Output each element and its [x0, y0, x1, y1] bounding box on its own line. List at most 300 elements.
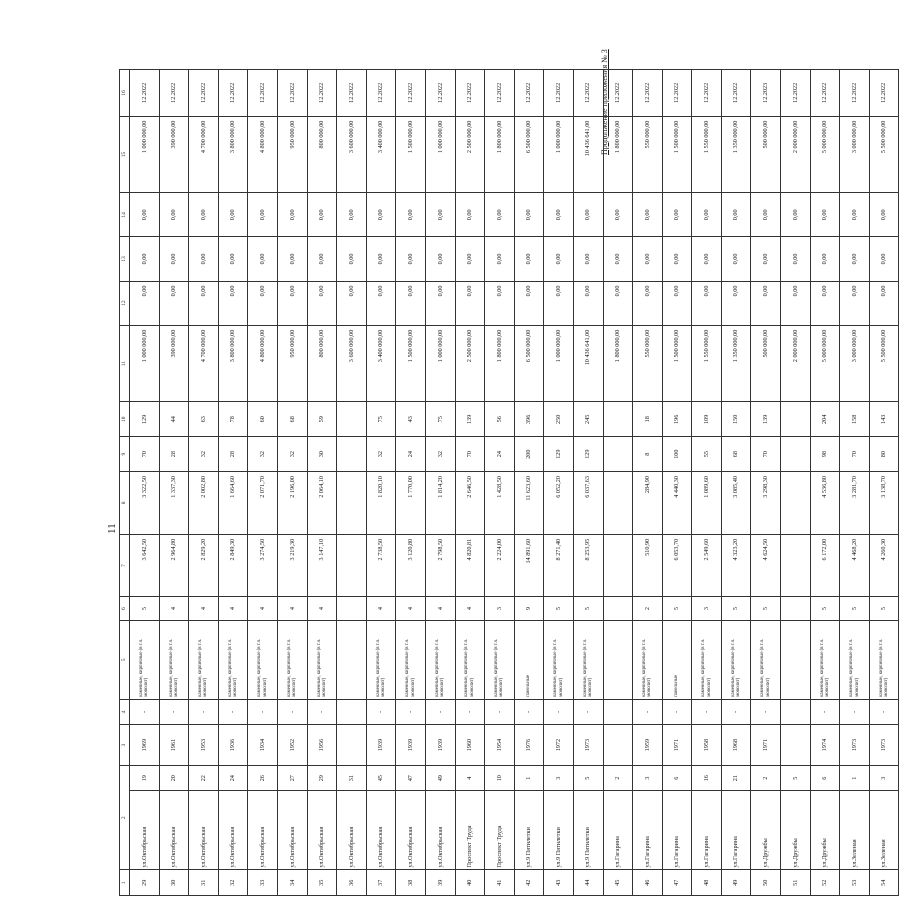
table-cell-c11: 6 500 000,00	[514, 325, 544, 402]
column-number: 14	[120, 193, 130, 237]
table-cell-c6: 4	[277, 597, 307, 620]
table-cell-c11: 3 000 000,00	[840, 325, 870, 402]
table-cell-c4: -	[544, 699, 574, 725]
table-cell-c7: 2 738,50	[366, 534, 396, 597]
table-cell-c11: 3 800 000,00	[218, 325, 248, 402]
table-row	[810, 70, 840, 896]
table-cell-c1: 32	[218, 870, 248, 896]
table-cell-c4	[337, 699, 367, 725]
table-cell-c9: 24	[485, 437, 515, 472]
table-cell-c1: 49	[721, 870, 751, 896]
table-cell-c5	[781, 620, 811, 699]
table-cell-c8: 6 052,20	[544, 472, 574, 535]
table-cell-c6: 4	[455, 597, 485, 620]
table-cell-c3: 1974	[810, 725, 840, 766]
table-cell-c9: 32	[425, 437, 455, 472]
table-cell-c9: 28	[159, 437, 189, 472]
table-row	[751, 70, 781, 896]
table-cell-c16: 12.2022	[425, 70, 455, 117]
table-cell-c12: 0,00	[307, 281, 337, 325]
table-cell-c4: -	[662, 699, 692, 725]
table-cell-c10: 63	[189, 402, 219, 437]
table-cell-c14: 0,00	[573, 193, 603, 237]
table-cell-c13: 0,00	[455, 237, 485, 281]
table-cell-c16: 12.2022	[396, 70, 426, 117]
table-cell-c4: -	[455, 699, 485, 725]
table-cell-c16: 12.2022	[514, 70, 544, 117]
table-cell-c7: 6 172,00	[810, 534, 840, 597]
table-row	[130, 70, 160, 896]
table-cell-c3: 1973	[840, 725, 870, 766]
table-cell-c1: 30	[159, 870, 189, 896]
table-cell-c5: каменные, кирпичные (в т.ч. монолит)	[159, 620, 189, 699]
table-cell-c13: 0,00	[514, 237, 544, 281]
table-cell-c6: 4	[159, 597, 189, 620]
table-cell-c13: 0,00	[189, 237, 219, 281]
table-cell-c12: 0,00	[603, 281, 633, 325]
table-row	[189, 70, 219, 896]
table-cell-c2b: 26	[248, 765, 278, 791]
table-cell-c13: 0,00	[218, 237, 248, 281]
table-cell-c5	[603, 620, 633, 699]
table-cell-c16: 12.2022	[810, 70, 840, 117]
table-cell-c4: -	[425, 699, 455, 725]
table-cell-c16: 12.2022	[544, 70, 574, 117]
table-cell-c14: 0,00	[869, 193, 899, 237]
table-cell-c14: 0,00	[130, 193, 160, 237]
table-cell-c4: -	[277, 699, 307, 725]
table-cell-c6: 5	[573, 597, 603, 620]
table-cell-c11: 5 500 000,00	[869, 325, 899, 402]
table-cell-c15: 5 500 000,00	[869, 116, 899, 193]
table-cell-c7: 14 891,60	[514, 534, 544, 597]
table-cell-c3: 1961	[159, 725, 189, 766]
table-cell-c9: 70	[130, 437, 160, 472]
table-row	[869, 70, 899, 896]
column-number: 4	[120, 699, 130, 725]
table-cell-c10	[337, 402, 367, 437]
table-cell-c6	[337, 597, 367, 620]
table-cell-c4: -	[810, 699, 840, 725]
table-cell-c7: 2 798,50	[425, 534, 455, 597]
table-cell-c3: 1954	[485, 725, 515, 766]
table-cell-c10: 75	[366, 402, 396, 437]
table-cell-c5: каменные, кирпичные (в т.ч. монолит)	[366, 620, 396, 699]
table-cell-c13: 0,00	[248, 237, 278, 281]
table-cell-c13: 0,00	[544, 237, 574, 281]
table-cell-c10: 78	[218, 402, 248, 437]
table-cell-c15: 950 000,00	[277, 116, 307, 193]
table-cell-c2b: 2	[603, 765, 633, 791]
table-cell-c4: -	[840, 699, 870, 725]
table-cell-c5: каменные, кирпичные (в т.ч. монолит)	[633, 620, 663, 699]
column-number: 13	[120, 237, 130, 281]
table-cell-c4: -	[218, 699, 248, 725]
table-cell-c2b: 31	[337, 765, 367, 791]
table-cell-c8	[781, 472, 811, 535]
table-cell-c2b: 19	[130, 765, 160, 791]
table-cell-c7: 4 260,30	[869, 534, 899, 597]
table-cell-c7: 4 323,20	[721, 534, 751, 597]
table-cell-c2: Проспект Труда	[485, 791, 515, 870]
table-cell-c4: -	[633, 699, 663, 725]
table-cell-c16: 12.2022	[633, 70, 663, 117]
table-cell-c10: 139	[751, 402, 781, 437]
table-cell-c6: 4	[248, 597, 278, 620]
table-cell-c2: ул.Октябрьская	[159, 791, 189, 870]
table-cell-c11: 5 000 000,00	[810, 325, 840, 402]
table-cell-c4: -	[396, 699, 426, 725]
table-cell-c8: 1 337,30	[159, 472, 189, 535]
table-cell-c9	[603, 437, 633, 472]
table-cell-c2b: 21	[721, 765, 751, 791]
table-cell-c16: 12.2022	[218, 70, 248, 117]
table-cell-c3: 1973	[869, 725, 899, 766]
table-cell-c1: 44	[573, 870, 603, 896]
table-cell-c15: 1 500 000,00	[662, 116, 692, 193]
table-cell-c5: каменные, кирпичные (в т.ч. монолит)	[130, 620, 160, 699]
table-cell-c7: 4 468,20	[840, 534, 870, 597]
table-row	[455, 70, 485, 896]
table-cell-c7: 8 253,95	[573, 534, 603, 597]
table-cell-c2: ул.Гагарина	[662, 791, 692, 870]
table-cell-c1: 38	[396, 870, 426, 896]
table-cell-c1: 39	[425, 870, 455, 896]
table-row	[721, 70, 751, 896]
table-cell-c7: 4 624,50	[751, 534, 781, 597]
table-cell-c9: 24	[396, 437, 426, 472]
table-cell-c13: 0,00	[721, 237, 751, 281]
table-cell-c5: панельные	[514, 620, 544, 699]
table-cell-c16: 12.2022	[662, 70, 692, 117]
table-cell-c1: 53	[840, 870, 870, 896]
table-cell-c7: 4 820,81	[455, 534, 485, 597]
table-cell-c16: 12.2022	[840, 70, 870, 117]
table-cell-c2: Проспект Труда	[455, 791, 485, 870]
table-cell-c3: 1953	[189, 725, 219, 766]
table-cell-c4	[603, 699, 633, 725]
table-cell-c7: 6 053,70	[662, 534, 692, 597]
table-cell-c15: 2 000 000,00	[781, 116, 811, 193]
table-cell-c3: 1971	[662, 725, 692, 766]
table-cell-c13: 0,00	[130, 237, 160, 281]
table-cell-c11: 1 000 000,00	[544, 325, 574, 402]
table-cell-c14: 0,00	[337, 193, 367, 237]
table-cell-c16: 12.2022	[277, 70, 307, 117]
table-cell-c3: 1973	[573, 725, 603, 766]
table-cell-c7: 2 829,20	[189, 534, 219, 597]
table-cell-c3: 1959	[633, 725, 663, 766]
table-cell-c4: -	[721, 699, 751, 725]
table-cell-c13: 0,00	[485, 237, 515, 281]
table-cell-c2: ул.Октябрьская	[130, 791, 160, 870]
table-cell-c1: 50	[751, 870, 781, 896]
table-cell-c3: 1972	[544, 725, 574, 766]
table-cell-c2: ул.Октябрьская	[248, 791, 278, 870]
table-cell-c2: ул.Гагарина	[692, 791, 722, 870]
table-cell-c2: ул.Дружбы	[781, 791, 811, 870]
table-cell-c4: -	[751, 699, 781, 725]
table-cell-c5: каменные, кирпичные (в т.ч. монолит)	[544, 620, 574, 699]
table-cell-c5: каменные, кирпичные (в т.ч. монолит)	[485, 620, 515, 699]
table-cell-c2: ул.Зеленая	[869, 791, 899, 870]
table-cell-c3: 1939	[425, 725, 455, 766]
table-cell-c2b: 47	[396, 765, 426, 791]
table-row	[633, 70, 663, 896]
table-cell-c2b: 5	[573, 765, 603, 791]
column-number: 12	[120, 281, 130, 325]
table-cell-c12: 0,00	[337, 281, 367, 325]
table-cell-c13: 0,00	[366, 237, 396, 281]
table-cell-c14: 0,00	[425, 193, 455, 237]
table-cell-c1: 36	[337, 870, 367, 896]
table-cell-c12: 0,00	[485, 281, 515, 325]
table-cell-c4: -	[869, 699, 899, 725]
table-cell-c3: 1936	[218, 725, 248, 766]
table-cell-c5: каменные, кирпичные (в т.ч. монолит)	[869, 620, 899, 699]
table-cell-c6: 5	[840, 597, 870, 620]
table-cell-c3: 1958	[692, 725, 722, 766]
table-cell-c6: 5	[721, 597, 751, 620]
table-cell-c8: 2 071,70	[248, 472, 278, 535]
table-cell-c10: 109	[692, 402, 722, 437]
table-cell-c8: 1 664,60	[218, 472, 248, 535]
table-cell-c3: 1939	[366, 725, 396, 766]
table-cell-c15: 4 800 000,00	[248, 116, 278, 193]
column-number: 3	[120, 725, 130, 766]
table-cell-c14: 0,00	[840, 193, 870, 237]
table-cell-c13: 0,00	[781, 237, 811, 281]
table-cell-c8: 2 002,80	[189, 472, 219, 535]
table-cell-c7	[781, 534, 811, 597]
column-number: 15	[120, 116, 130, 193]
table-cell-c15: 2 500 000,00	[455, 116, 485, 193]
table-cell-c2b: 6	[810, 765, 840, 791]
table-cell-c3	[603, 725, 633, 766]
table-cell-c16: 12.2022	[130, 70, 160, 117]
table-cell-c14: 0,00	[692, 193, 722, 237]
table-row	[337, 70, 367, 896]
column-number: 1	[120, 870, 130, 896]
table-cell-c1: 45	[603, 870, 633, 896]
table-cell-c10: 143	[869, 402, 899, 437]
table-cell-c6: 5	[751, 597, 781, 620]
table-cell-c10: 59	[307, 402, 337, 437]
table-cell-c13: 0,00	[662, 237, 692, 281]
table-cell-c15: 800 000,00	[307, 116, 337, 193]
table-row	[662, 70, 692, 896]
table-cell-c15: 1 550 000,00	[692, 116, 722, 193]
table-cell-c6: 3	[485, 597, 515, 620]
table-cell-c6: 4	[396, 597, 426, 620]
table-cell-c14: 0,00	[603, 193, 633, 237]
table-cell-c9: 55	[692, 437, 722, 472]
table-cell-c5: каменные, кирпичные (в т.ч. монолит)	[396, 620, 426, 699]
table-cell-c13: 0,00	[633, 237, 663, 281]
table-row	[544, 70, 574, 896]
table-cell-c12: 0,00	[366, 281, 396, 325]
table-cell-c9: 70	[751, 437, 781, 472]
table-cell-c3: 1956	[307, 725, 337, 766]
table-cell-c6: 4	[307, 597, 337, 620]
column-number: 10	[120, 402, 130, 437]
table-row	[366, 70, 396, 896]
table-cell-c2: ул.Гагарина	[721, 791, 751, 870]
table-cell-c15: 1 350 000,00	[721, 116, 751, 193]
table-cell-c2b: 3	[869, 765, 899, 791]
table-cell-c3: 1968	[721, 725, 751, 766]
table-cell-c6: 4	[218, 597, 248, 620]
table-cell-c3: 1939	[396, 725, 426, 766]
table-cell-c2: ул.Гагарина	[603, 791, 633, 870]
table-cell-c4: -	[366, 699, 396, 725]
table-cell-c2: ул.9 Пятилетки	[514, 791, 544, 870]
table-cell-c1: 51	[781, 870, 811, 896]
table-body	[120, 70, 899, 896]
table-cell-c16: 12.2022	[692, 70, 722, 117]
table-cell-c13: 0,00	[692, 237, 722, 281]
table-cell-c12: 0,00	[840, 281, 870, 325]
table-cell-c2b: 49	[425, 765, 455, 791]
table-cell-c2: ул.Октябрьская	[218, 791, 248, 870]
table-cell-c14: 0,00	[751, 193, 781, 237]
table-cell-c2: ул.Дружбы	[810, 791, 840, 870]
table-cell-c13: 0,00	[159, 237, 189, 281]
table-row	[396, 70, 426, 896]
table-cell-c6: 3	[692, 597, 722, 620]
table-cell-c8	[337, 472, 367, 535]
table-cell-c5: каменные, кирпичные (в т.ч. монолит)	[573, 620, 603, 699]
column-number: 2	[120, 765, 130, 870]
table-cell-c12: 0,00	[455, 281, 485, 325]
column-number: 5	[120, 620, 130, 699]
table-cell-c10: 139	[455, 402, 485, 437]
table-cell-c6: 5	[544, 597, 574, 620]
table-cell-c12: 0,00	[869, 281, 899, 325]
table-cell-c11: 1 800 000,00	[603, 325, 633, 402]
table-cell-c11: 390 000,00	[159, 325, 189, 402]
table-cell-c6: 4	[366, 597, 396, 620]
table-cell-c2b: 27	[277, 765, 307, 791]
table-cell-c2: ул.9 Пятилетки	[573, 791, 603, 870]
table-cell-c5: каменные, кирпичные (в т.ч. монолит)	[248, 620, 278, 699]
table-cell-c5: каменные, кирпичные (в т.ч. монолит)	[425, 620, 455, 699]
table-cell-c15: 6 500 000,00	[514, 116, 544, 193]
table-cell-c3: 1971	[751, 725, 781, 766]
table-cell-c3: 1969	[130, 725, 160, 766]
table-cell-c7: 2 964,80	[159, 534, 189, 597]
table-cell-c3	[781, 725, 811, 766]
table-cell-c5: каменные, кирпичные (в т.ч. монолит)	[721, 620, 751, 699]
table-cell-c8: 11 623,60	[514, 472, 544, 535]
table-row	[248, 70, 278, 896]
column-number: 8	[120, 472, 130, 535]
table-cell-c13: 0,00	[810, 237, 840, 281]
table-cell-c8: 2 646,50	[455, 472, 485, 535]
table-cell-c11: 3 600 000,00	[337, 325, 367, 402]
table-cell-c7: 2 849,30	[218, 534, 248, 597]
table-cell-c2: ул.Октябрьская	[189, 791, 219, 870]
table-cell-c10: 150	[721, 402, 751, 437]
table-cell-c11: 3 400 000,00	[366, 325, 396, 402]
table-cell-c9: 98	[810, 437, 840, 472]
table-cell-c2b: 22	[189, 765, 219, 791]
table-cell-c1: 46	[633, 870, 663, 896]
table-cell-c14: 0,00	[159, 193, 189, 237]
table-cell-c2: ул.Гагарина	[633, 791, 663, 870]
table-cell-c14: 0,00	[307, 193, 337, 237]
table-cell-c11: 2 500 000,00	[455, 325, 485, 402]
table-cell-c14: 0,00	[544, 193, 574, 237]
table-cell-c10: 60	[248, 402, 278, 437]
table-cell-c11: 1 000 000,00	[425, 325, 455, 402]
table-cell-c16: 12.2022	[337, 70, 367, 117]
table-row	[307, 70, 337, 896]
table-cell-c9: 200	[514, 437, 544, 472]
table-cell-c5: каменные, кирпичные (в т.ч. монолит)	[277, 620, 307, 699]
table-cell-c3	[337, 725, 367, 766]
table-row	[159, 70, 189, 896]
column-number-row	[120, 70, 130, 896]
table-cell-c7: 3 274,50	[248, 534, 278, 597]
table-cell-c2: ул.Октябрьская	[277, 791, 307, 870]
table-cell-c13: 0,00	[869, 237, 899, 281]
table-cell-c6: 4	[425, 597, 455, 620]
table-row	[485, 70, 515, 896]
table-cell-c16: 12.2023	[751, 70, 781, 117]
table-cell-c9: 129	[573, 437, 603, 472]
document-sheet	[119, 69, 899, 896]
table-cell-c2: ул.Октябрьская	[396, 791, 426, 870]
table-cell-c4: -	[514, 699, 544, 725]
table-cell-c15: 1 500 000,00	[396, 116, 426, 193]
table-cell-c13: 0,00	[751, 237, 781, 281]
table-row	[514, 70, 544, 896]
table-cell-c3: 1934	[248, 725, 278, 766]
column-number: 6	[120, 597, 130, 620]
table-cell-c13: 0,00	[603, 237, 633, 281]
table-cell-c10: 204	[810, 402, 840, 437]
table-cell-c13: 0,00	[840, 237, 870, 281]
table-cell-c10	[781, 402, 811, 437]
table-cell-c13: 0,00	[277, 237, 307, 281]
table-cell-c2b: 3	[544, 765, 574, 791]
table-cell-c8: 3 085,40	[721, 472, 751, 535]
table-cell-c8: 1 820,10	[366, 472, 396, 535]
table-cell-c1: 35	[307, 870, 337, 896]
table-cell-c12: 0,00	[130, 281, 160, 325]
table-cell-c5: каменные, кирпичные (в т.ч. монолит)	[189, 620, 219, 699]
table-cell-c15: 3 000 000,00	[840, 116, 870, 193]
table-cell-c11: 1 350 000,00	[721, 325, 751, 402]
table-cell-c12: 0,00	[662, 281, 692, 325]
table-cell-c12: 0,00	[514, 281, 544, 325]
table-cell-c4	[781, 699, 811, 725]
table-cell-c12: 0,00	[544, 281, 574, 325]
table-cell-c12: 0,00	[159, 281, 189, 325]
page-number: 11	[106, 523, 118, 534]
table-cell-c1: 29	[130, 870, 160, 896]
table-cell-c9: 32	[366, 437, 396, 472]
table-cell-c11: 10 436 641,00	[573, 325, 603, 402]
table-cell-c1: 31	[189, 870, 219, 896]
table-cell-c16: 12.2022	[248, 70, 278, 117]
table-cell-c1: 41	[485, 870, 515, 896]
column-number: 16	[120, 70, 130, 117]
table-cell-c15: 3 600 000,00	[337, 116, 367, 193]
table-cell-c1: 43	[544, 870, 574, 896]
table-cell-c13: 0,00	[425, 237, 455, 281]
